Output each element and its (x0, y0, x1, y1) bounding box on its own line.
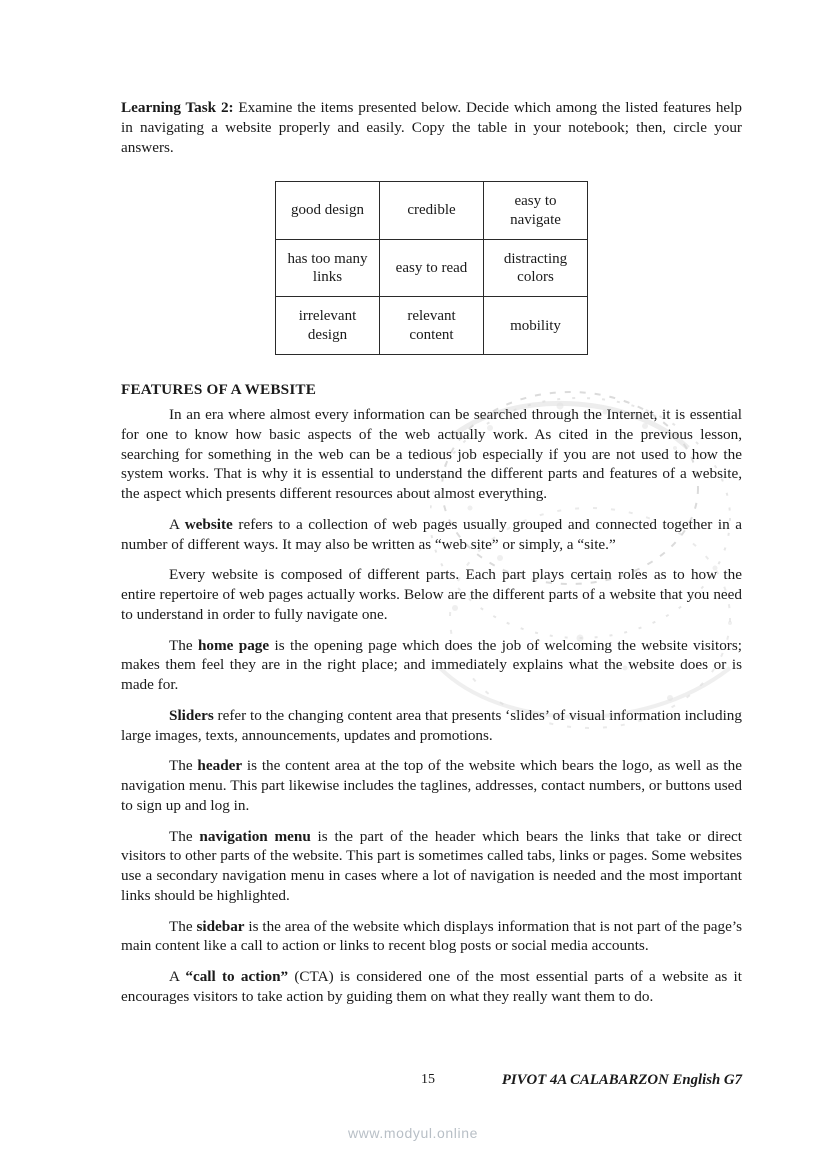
page-content (121, 98, 742, 1018)
term-emphasis: navigation menu (199, 827, 311, 845)
term-emphasis: website (184, 515, 233, 533)
table-cell[interactable]: easy to read (380, 239, 484, 297)
term-emphasis: “call to action” (185, 968, 289, 986)
paragraph-text: A (169, 968, 186, 986)
paragraph-text: The (169, 827, 200, 845)
body-paragraph (121, 565, 742, 624)
learning-task-text: Examine the items presented below. Decide which among the listed features help in navigating a website properly and easily. Copy the table in your notebook; then, circle your answers. (121, 99, 742, 156)
body-paragraph (121, 706, 742, 746)
table-cell[interactable]: irrelevant design (276, 297, 380, 355)
table-cell[interactable]: distracting colors (484, 239, 588, 297)
table-row (276, 297, 588, 355)
footer-reference: PIVOT 4A CALABARZON English G7 (501, 1072, 742, 1088)
learning-task-label: Learning Task 2: (121, 99, 234, 116)
body-paragraph (121, 636, 742, 695)
paragraph-text: Every website is composed of different parts. Each part plays certain roles as to how the entire repertoire of web pages actually works. Below are the different parts of a website that you need to understand in order to fully navigate one. (121, 566, 742, 623)
paragraph-text: (CTA) is considered one of the most essential parts of a website as it encourages visitors to take action by guiding them on what they really want them to do. (121, 968, 742, 1005)
paragraph-text: The (169, 757, 198, 775)
learning-task-intro (121, 98, 742, 157)
watermark-url: www.modyul.online (347, 1125, 479, 1141)
body-paragraph (121, 756, 742, 815)
feature-table (275, 181, 588, 355)
paragraph-text: is the part of the header which bears the links that take or direct visitors to other parts of the website. This part is sometimes called tabs, links or pages. Some websites use a secondary navigation menu in cases where a lot of navigation is needed and the most important links should be highlighted. (121, 827, 742, 904)
feature-table-wrapper (121, 181, 742, 355)
paragraph-text: In an era where almost every information can be searched through the Internet, it is essential for one to know how basic aspects of the web actually work. As cited in the previous lesson, searching for something in the web can be a tedious job especially if you are not used to how the system works. That is why it is essential to understand the different parts and features of a website, the aspect which presents different resources about almost everything. (121, 406, 742, 503)
paragraph-text: is the area of the website which displays information that is not part of the page’s main content like a call to action or links to recent blog posts or social media accounts. (121, 917, 742, 955)
page-number: 15 (421, 1072, 435, 1087)
table-row (276, 182, 588, 240)
body-paragraph (121, 967, 742, 1007)
table-cell[interactable]: credible (380, 182, 484, 240)
paragraph-text: is the content area at the top of the website which bears the logo, as well as the navigation menu. This part likewise includes the taglines, addresses, contact numbers, or buttons used to sign up and log in. (121, 757, 742, 814)
paragraph-text: refers to a collection of web pages usually grouped and connected together in a number of different ways. It may also be written as “web site” or simply, a “site.” (121, 515, 742, 553)
section-title: FEATURES OF A WEBSITE (121, 381, 317, 399)
term-emphasis: sidebar (196, 917, 245, 935)
paragraph-text: The (169, 636, 198, 654)
body-paragraph (121, 917, 742, 957)
paragraph-text: is the opening page which does the job of welcoming the website visitors; makes them feel they are in the right place; and immediately explains what the website does or is made for. (121, 636, 742, 694)
table-cell[interactable]: mobility (484, 297, 588, 355)
paragraph-text: The (169, 917, 197, 935)
table-row (276, 239, 588, 297)
table-cell[interactable]: good design (276, 182, 380, 240)
term-emphasis: Sliders (169, 706, 214, 724)
body-paragraph (121, 405, 742, 504)
body-paragraphs (121, 405, 742, 1007)
body-paragraph (121, 827, 742, 906)
table-cell[interactable]: has too many links (276, 239, 380, 297)
term-emphasis: header (197, 757, 243, 775)
paragraph-text: refer to the changing content area that presents ‘slides’ of visual information including large images, texts, announcements, updates and promotions. (121, 706, 742, 744)
table-cell[interactable]: easy to navigate (484, 182, 588, 240)
table-cell[interactable]: relevant content (380, 297, 484, 355)
paragraph-text: A (169, 515, 185, 533)
body-paragraph (121, 515, 742, 555)
term-emphasis: home page (197, 636, 270, 654)
